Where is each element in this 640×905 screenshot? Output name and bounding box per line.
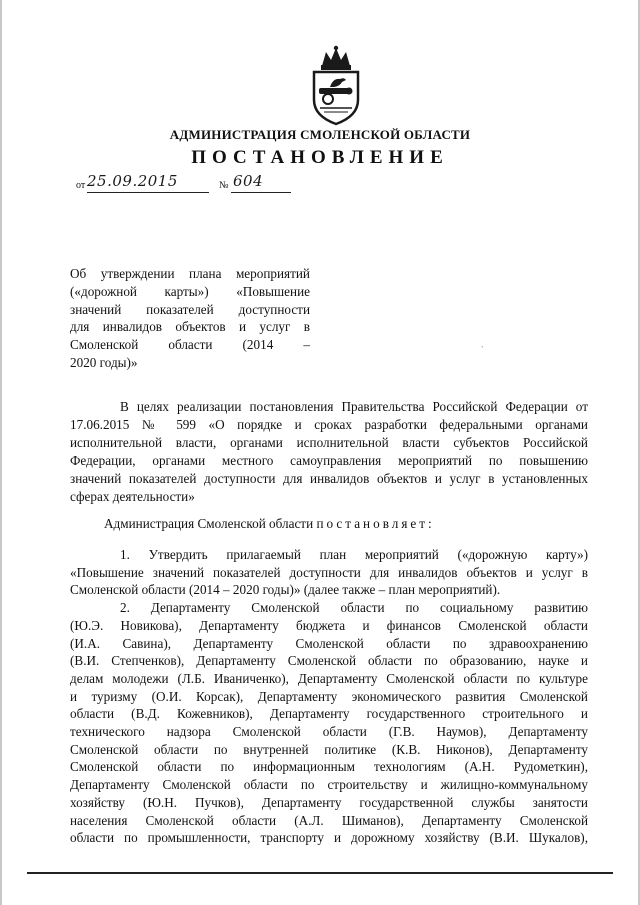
body-line: «Повышение значений показателей доступности для инвалидов объектов и услуг в (70, 564, 588, 580)
subject-line: Об утверждении плана мероприятий (70, 266, 310, 281)
body-line: технического надзора Смоленской области (Г.В. Наумов), Департаменту (70, 724, 588, 740)
preamble-line: исполнительной власти, органами исполнительной власти субъектов Российской (70, 434, 588, 450)
date-prefix-label: от (76, 180, 86, 191)
body-line: области по промышленности, транспорту и дорожному хозяйству (В.И. Шукалов), (70, 830, 588, 846)
document-type-heading: ПОСТАНОВЛЕНИЕ (191, 147, 449, 168)
date-underline (87, 192, 209, 193)
resolution-verb: постановляет: (316, 516, 435, 531)
subject-line: 2020 годы)» (70, 354, 138, 370)
body-line: (И.А. Савина), Департаменту Смоленской области по здравоохранению (70, 635, 588, 651)
body-line: Смоленской области по информационным технологиям (А.Н. Рудометкин), (70, 759, 588, 775)
handwritten-number: 604 (233, 172, 264, 190)
body-line: (В.И. Степченков), Департаменту Смоленской области по образованию, науке и (70, 653, 588, 669)
resolution-subject: Администрация Смоленской области (104, 516, 314, 531)
preamble-line: В целях реализации постановления Правительства Российской Федерации от (120, 399, 588, 414)
number-label: № (219, 180, 229, 191)
subject-line: для инвалидов объектов и услуг в (70, 319, 310, 335)
body-line: населения Смоленской области (А.Л. Шиманов), Департаменту Смоленской (70, 812, 588, 828)
subject-line: Смоленской области (2014 – (70, 337, 310, 353)
preamble-line: сферах деятельности» (70, 488, 195, 504)
body-line: и туризму (О.И. Корсак), Департаменту экономического развития Смоленской (70, 688, 588, 704)
handwritten-date: 25.09.2015 (87, 172, 178, 190)
preamble-line: значений показателей доступности для инвалидов объектов и услуг в установленных (70, 470, 588, 486)
body-line: 1. Утвердить прилагаемый план мероприятий («дорожную карту») (120, 547, 588, 562)
body-line: Смоленской области по внутренней политике (К.В. Никонов), Департаменту (70, 741, 588, 757)
subject-block (70, 265, 310, 372)
number-underline (231, 192, 291, 193)
preamble-paragraph (70, 398, 588, 505)
organization-title: АДМИНИСТРАЦИЯ СМОЛЕНСКОЙ ОБЛАСТИ (169, 127, 471, 142)
resolution-body (70, 546, 588, 847)
body-line: хозяйству (Ю.Н. Пучков), Департаменту государственной службы занятости (70, 794, 588, 810)
body-line: Департаменту Смоленской области по строительству и жилищно-коммунальному (70, 777, 588, 793)
scan-artifact-mark: ` (481, 345, 484, 354)
body-line: области (В.Д. Кожевников), Департаменту государственного строительного и (70, 706, 588, 722)
body-line: 2. Департаменту Смоленской области по социальному развитию (120, 600, 588, 616)
preamble-line: Федерации, органами местного самоуправления мероприятий по повышению (70, 452, 588, 468)
subject-line: значений показателей доступности (70, 301, 310, 317)
body-line: (Ю.Э. Новикова), Департаменту бюджета и финансов Смоленской области (70, 617, 588, 633)
page-bottom-rule (27, 872, 613, 874)
subject-line: («дорожной карты») «Повышение (70, 283, 310, 299)
smolensk-coat-of-arms-icon (300, 44, 372, 126)
resolution-clause (104, 516, 435, 532)
body-line: делам молодежи (Л.Б. Иваниченко), Департаменту Смоленской области по культуре (70, 670, 588, 686)
preamble-line: 17.06.2015 № 599 «О порядке и сроках разработки федеральными органами (70, 416, 588, 432)
body-line: Смоленской области (2014 – 2020 годы)» (далее также – план мероприятий). (70, 582, 501, 598)
